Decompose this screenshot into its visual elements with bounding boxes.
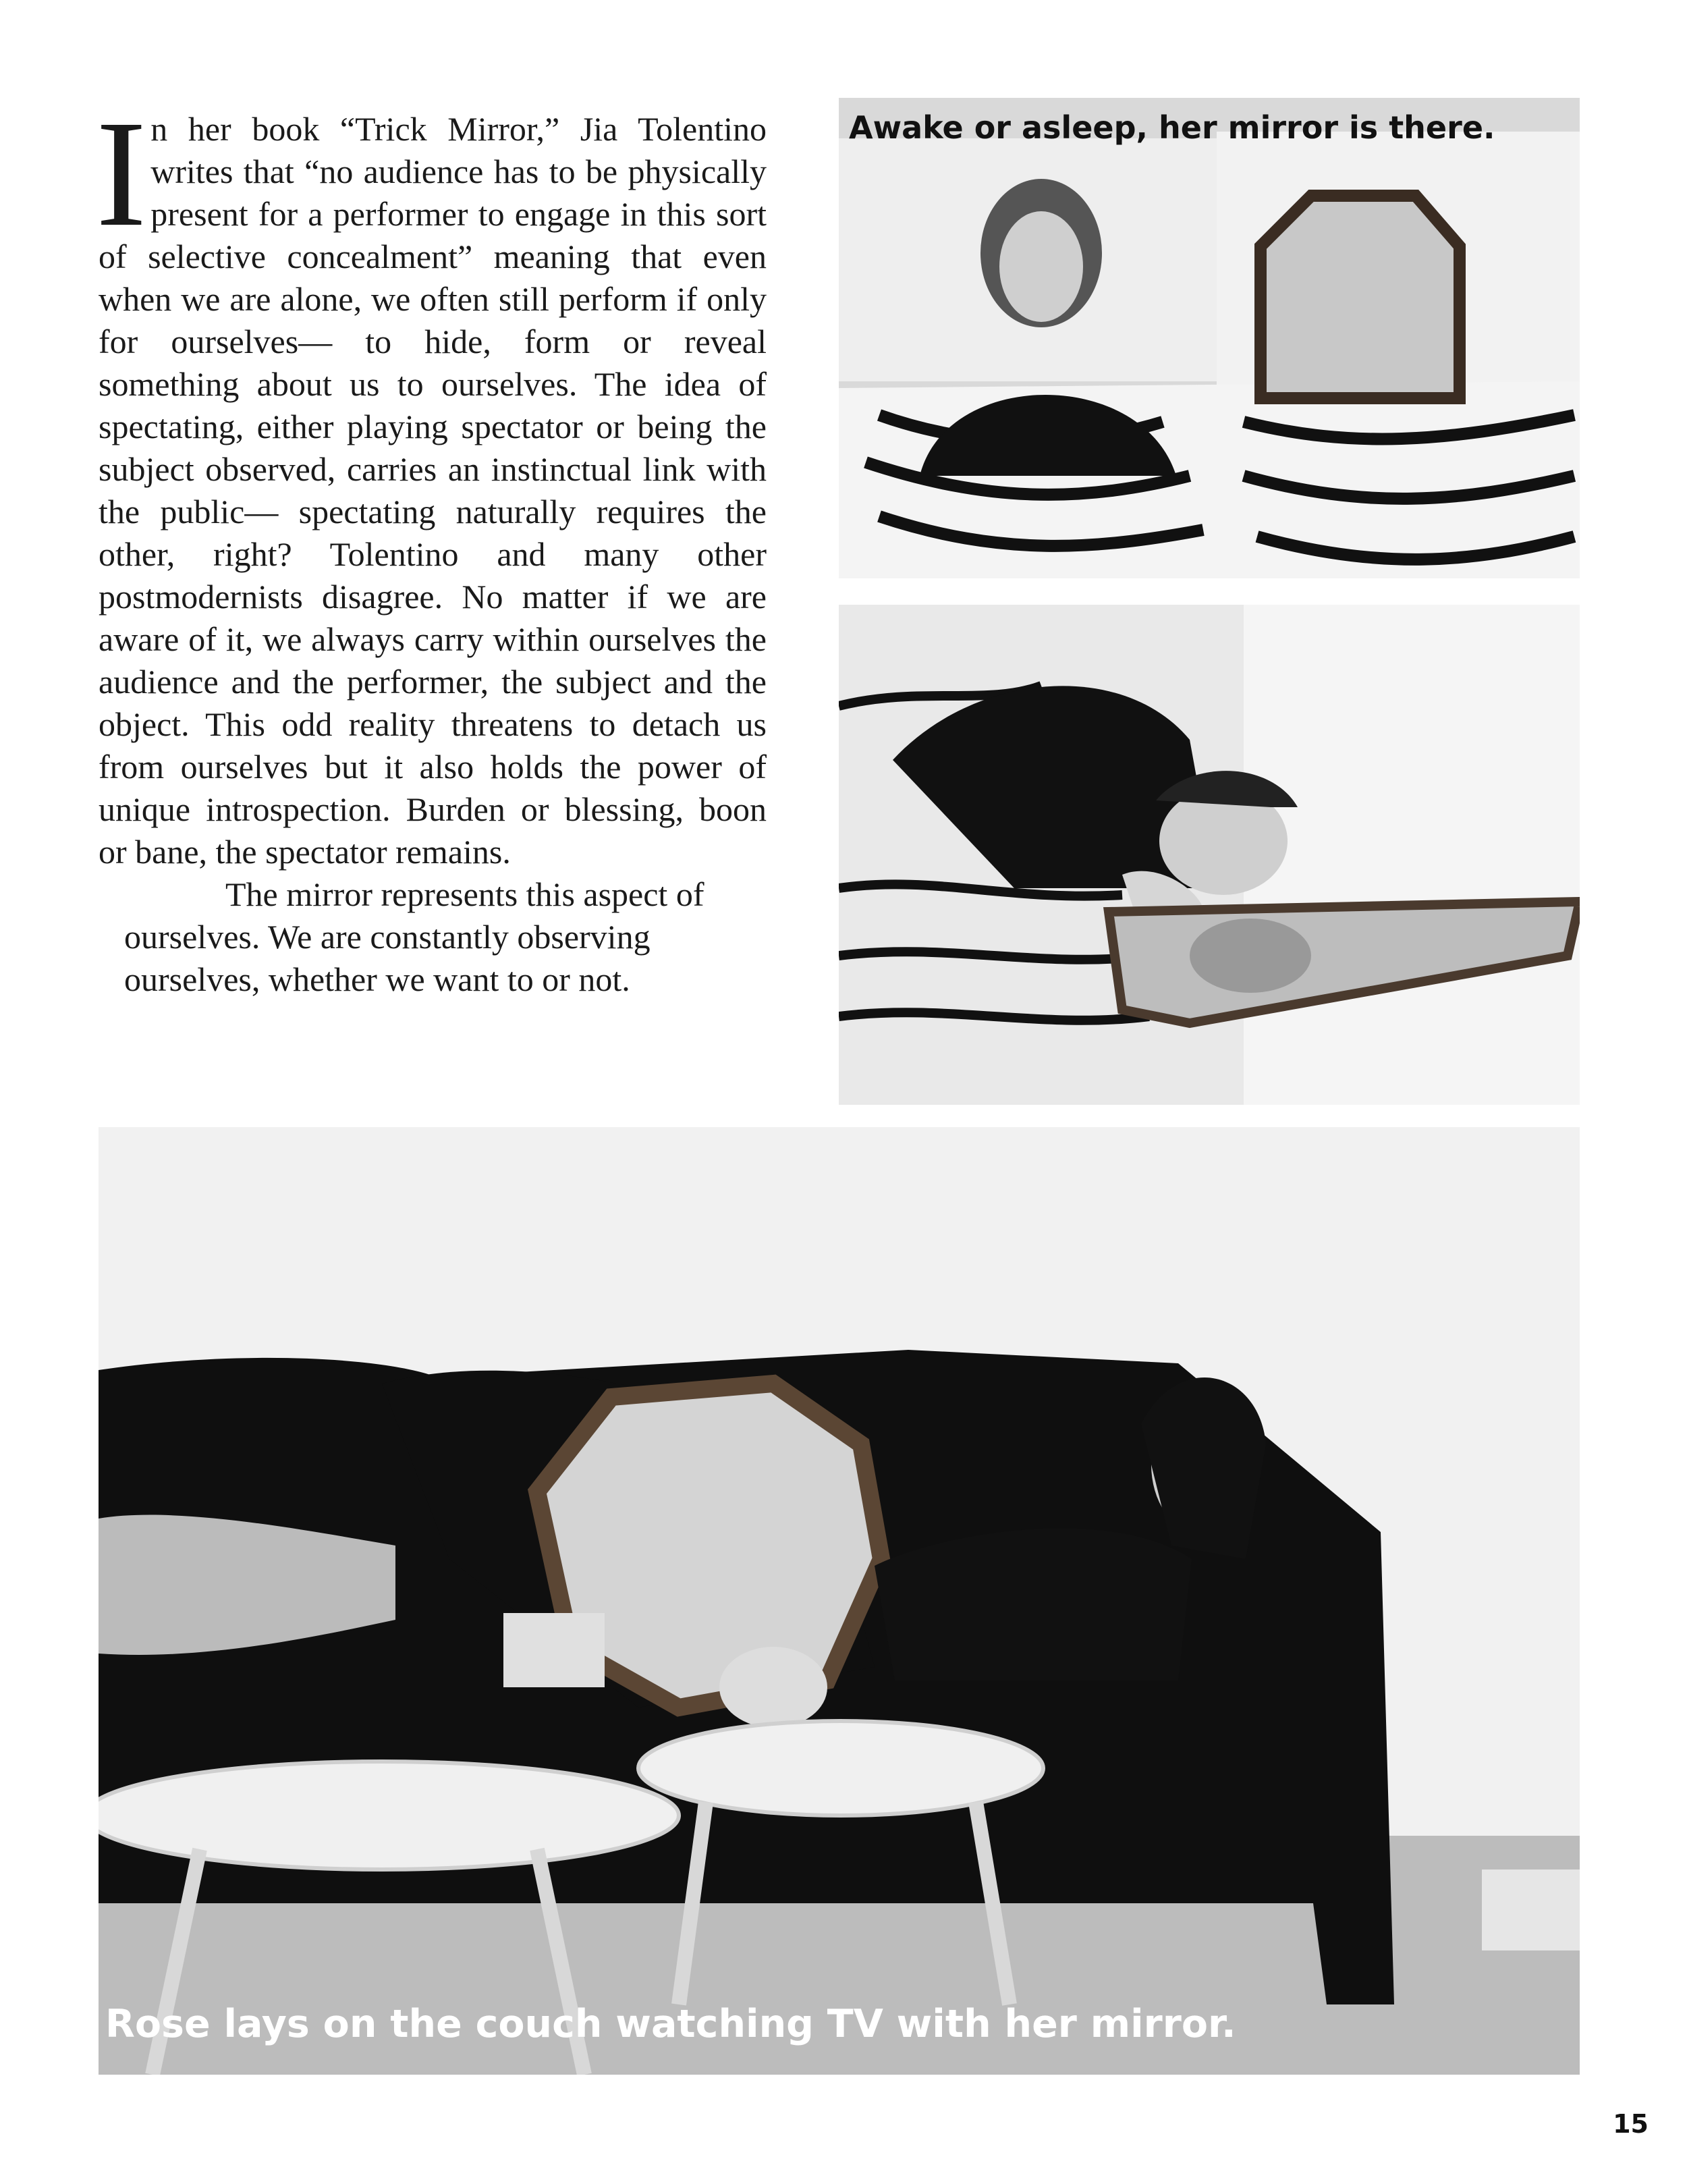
top-photo-caption: Awake or asleep, her mirror is there. <box>849 109 1495 146</box>
photo-lying-on-mirror <box>839 605 1580 1105</box>
article-body <box>96 89 767 1001</box>
photo-sleeping-illustration <box>839 98 1580 578</box>
paragraph-2: The mirror represents this aspect of ourselves. We are constantly observing ourselves, whether we want to or not. <box>124 875 704 998</box>
drop-cap: I <box>96 89 147 258</box>
bottom-photo-caption: Rose lays on the couch watching TV with her mirror. <box>105 2002 1236 2046</box>
photo-couch-illustration <box>99 1127 1580 2075</box>
paragraph-1 <box>96 89 767 873</box>
page-number: 15 <box>1613 2109 1649 2139</box>
paragraph-1-text: n her book “Trick Mirror,” Jia Tolentino writes that “no audience has to be physically present for a performer to engage in this sort of selective concealment” meaning that even when we are alone, we often still perform if only for ourselves— to hide, form or reveal something about us to ourselves. The idea of spectating, either playing spectator or being the subject observed, carries an instinctual link with the public— spectating naturally requires the other, right? Tolentino and many other postmodernists disagree. No matter if we are aware of it, we always carry within ourselves the audience and the performer, the subject and the object. This odd reality threatens to detach us from ourselves but it also holds the power of unique introspection. Burden or blessing, boon or bane, the spectator remains. <box>99 110 767 871</box>
photo-couch-with-mirror <box>99 1127 1580 2075</box>
photo-sleeping-with-mirror <box>839 98 1580 578</box>
photo-lying-illustration <box>839 605 1580 1105</box>
